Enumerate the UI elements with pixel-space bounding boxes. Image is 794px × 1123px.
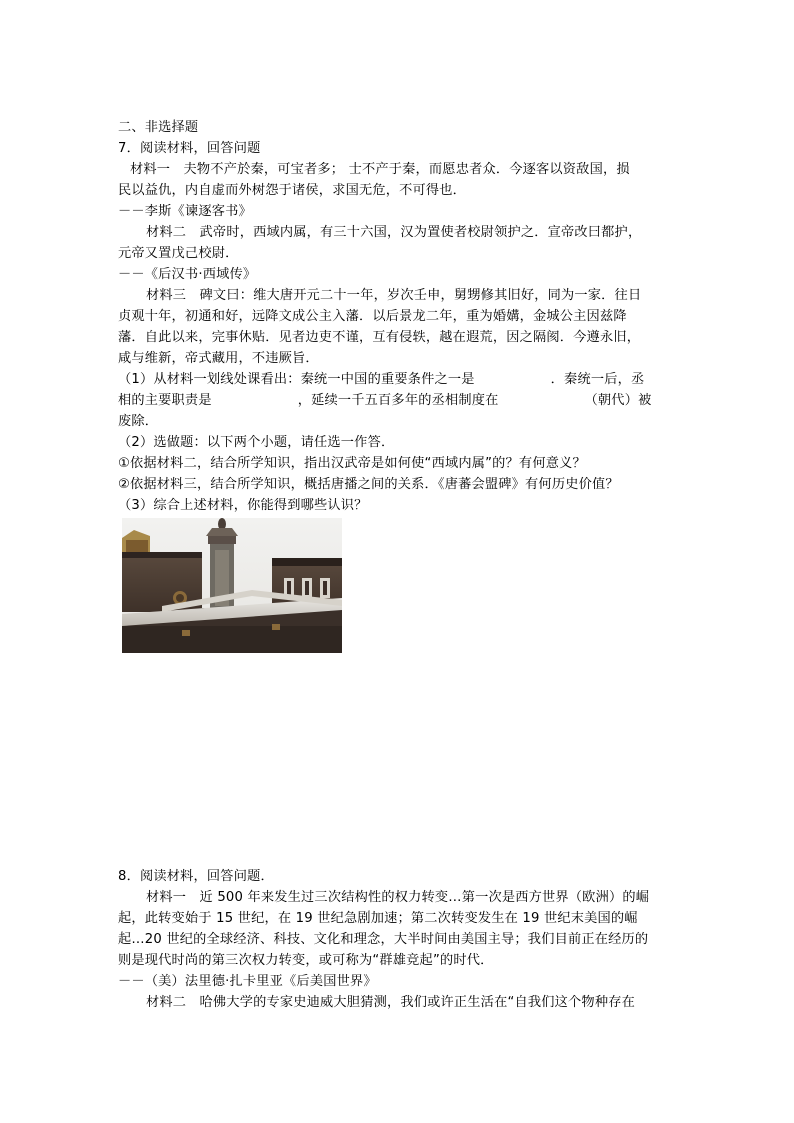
q7-material1-line1: 材料一 夫物不产於秦，可宝者多； 士不产于秦，而愿忠者众．今逐客以资敌国，损 [130,162,630,177]
q7-material1-source: －－李斯《谏逐客书》 [118,204,252,219]
q8-material1-source: －－（美）法里德·扎卡里亚《后美国世界》 [118,974,377,989]
subq1-text-d: ，延续一千五百多年的丞相制度在 [297,393,499,408]
stele-photo [122,518,342,653]
q7-material2-line1: 材料二 武帝时，西域内属，有三十六国，汉为置使者校尉领护之．宣帝改曰都护， [146,225,642,240]
subq1-text-b: ．秦统一后，丞 [550,372,645,387]
section-heading: 二、非选择题 [118,120,199,135]
q7-material1-line2: 民以益仇，内自虚而外树怨于诸侯，求国无危，不可得也． [118,183,467,198]
subq1-text-c: 相的主要职责是 [118,393,212,408]
q7-subq1-line1 [118,370,678,390]
q8-material1-line3: 起…20 世纪的全球经济、科技、文化和理念，大半时间由美国主导；我们目前正在经历的 [118,932,649,947]
q7-subq1-line2 [118,391,678,411]
q8-material1-line2: 起，此转变始于 15 世纪，在 19 世纪急剧加速；第二次转变发生在 19 世纪末美国的崛 [118,911,638,926]
q7-material3-line3: 藩．自此以来，完事休贴．见者边吏不谨，互有侵轶，越在遐荒，因之隔阂．今遵永旧， [118,330,641,345]
subq1-text-e: （朝代）被 [584,393,652,408]
q8-material1-line1: 材料一 近 500 年来发生过三次结构性的权力转变…第一次是西方世界（欧洲）的崛 [146,890,650,905]
q7-material2-source: －－《后汉书·西域传》 [118,267,257,282]
q7-subq2-option1: ①依据材料二，结合所学知识，指出汉武帝是如何使“西域内属”的？有何意义？ [118,456,586,471]
subq1-text-a: （1）从材料一划线处课看出：秦统一中国的重要条件之一是 [118,372,475,387]
q7-material2-line2: 元帝又置戊己校尉． [118,246,239,261]
q7-subq1-line3: 废除． [118,414,159,429]
q7-material3-line4: 咸与维新，帝式藏用，不违厥旨． [118,351,319,366]
q7-material3-line2: 贞观十年，初通和好，远降文成公主入藩．以后景龙二年，重为婚媾，金城公主因兹降 [118,309,627,324]
q7-subq3: （3）综合上述材料，你能得到哪些认识？ [118,498,368,513]
q8-material2-line1: 材料二 哈佛大学的专家史迪威大胆猜测，我们或许正生活在“自我们这个物种存在 [146,995,635,1010]
q7-subq2: （2）选做题：以下两个小题，请任选一作答． [118,435,395,450]
q7-material3-line1: 材料三 碑文曰：维大唐开元二十一年，岁次壬申，舅甥修其旧好，同为一家．往日 [146,288,642,303]
q7-title: 7．阅读材料，回答问题 [118,141,261,156]
q8-material1-line4: 则是现代时尚的第三次权力转变，或可称为“群雄竞起”的时代． [118,953,494,968]
q8-title: 8．阅读材料，回答问题． [118,869,274,884]
q7-subq2-option2: ②依据材料三，结合所学知识，概括唐播之间的关系．《唐蕃会盟碑》有何历史价值？ [118,477,619,492]
